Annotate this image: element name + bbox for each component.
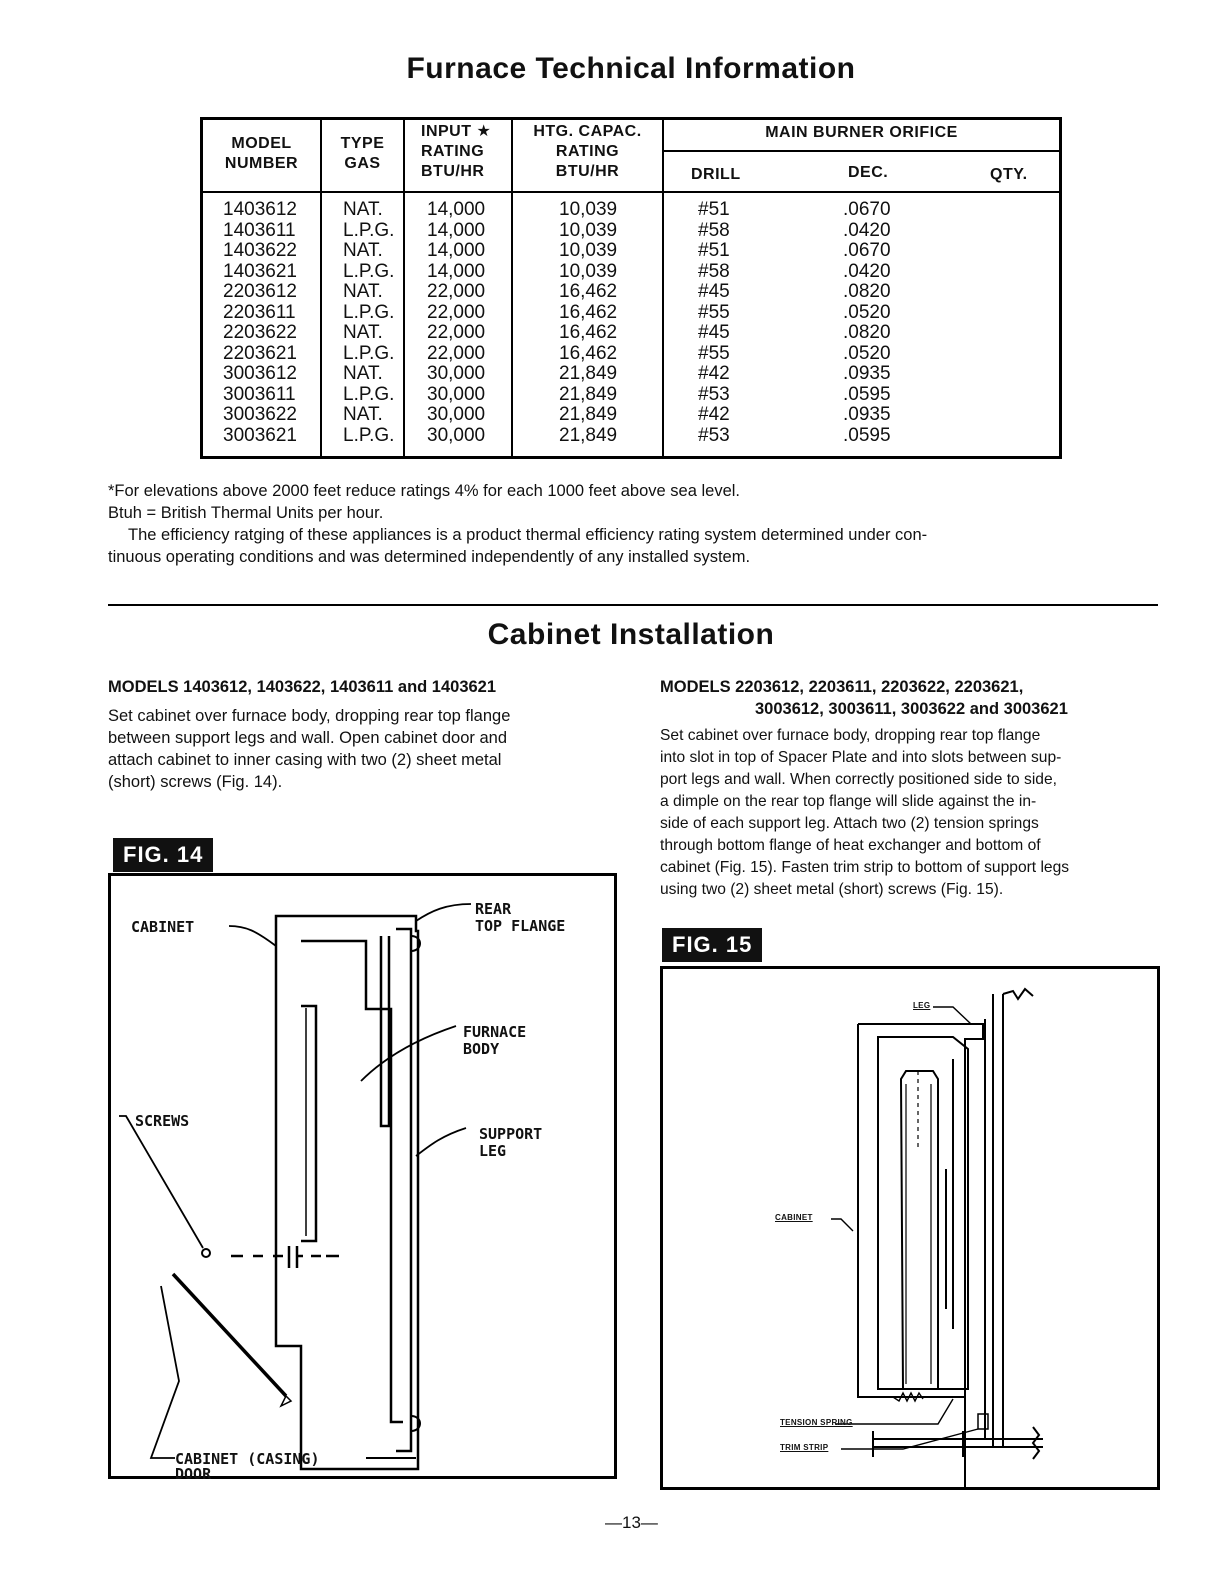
table-cell-type: L.P.G. bbox=[343, 219, 395, 241]
fig14-drawing bbox=[111, 876, 614, 1476]
fig15-label-leg: LEG bbox=[913, 1001, 931, 1010]
header-dec: DEC. bbox=[848, 164, 889, 181]
header-model-line1: MODEL bbox=[231, 135, 292, 152]
table-cell-htg: 10,039 bbox=[559, 199, 618, 220]
table-cell-drill: #53 bbox=[698, 383, 730, 405]
table-cell-model: 1403612 bbox=[223, 199, 297, 220]
table-cell-drill: #51 bbox=[698, 199, 730, 220]
header-qty: QTY. bbox=[990, 166, 1028, 183]
table-cell-htg: 21,849 bbox=[559, 424, 618, 446]
fig15-tag: FIG. 15 bbox=[662, 928, 762, 962]
table-cell-input: 30,000 bbox=[427, 424, 486, 446]
right-line-8: using two (2) sheet metal (short) screws (Fig. 15). bbox=[660, 881, 1004, 898]
header-type-line1: TYPE bbox=[340, 135, 385, 152]
table-cell-input: 22,000 bbox=[427, 281, 486, 302]
table-cell-type: NAT. bbox=[343, 322, 383, 343]
right-line-5: side of each support leg. Attach two (2) tension springs bbox=[660, 815, 1039, 832]
table-cell-dec: .0595 bbox=[843, 383, 891, 405]
header-htg-line1: HTG. CAPAC. bbox=[533, 123, 642, 140]
table-cell-type: L.P.G. bbox=[343, 260, 395, 282]
fig14-box bbox=[108, 873, 617, 1483]
right-models-heading-2: 3003612, 3003611, 3003622 and 3003621 bbox=[755, 700, 1068, 718]
table-cell-model: 2203621 bbox=[223, 342, 297, 364]
table-cell-htg: 21,849 bbox=[559, 363, 618, 384]
table-cell-dec: .0520 bbox=[843, 342, 891, 364]
note-btuh: Btuh = British Thermal Units per hour. bbox=[108, 504, 384, 522]
table-cell-drill: #45 bbox=[698, 322, 730, 343]
fig15-label-tension-spring: TENSION SPRING bbox=[780, 1418, 853, 1427]
table-cell-input: 22,000 bbox=[427, 342, 486, 364]
table-cell-htg: 16,462 bbox=[559, 342, 618, 364]
fig14-label-rear-2: TOP FLANGE bbox=[475, 917, 566, 935]
fig15-drawing bbox=[663, 969, 1157, 1487]
fig14-label-furnace-2: BODY bbox=[463, 1040, 500, 1058]
section-divider bbox=[108, 604, 1158, 606]
section-title: Cabinet Installation bbox=[487, 618, 775, 651]
header-htg-line2: RATING bbox=[555, 143, 620, 160]
right-line-2: into slot in top of Spacer Plate and into slots between sup- bbox=[660, 749, 1062, 766]
table-cell-model: 1403611 bbox=[223, 219, 296, 241]
table-cell-type: NAT. bbox=[343, 404, 383, 425]
right-line-6: through bottom flange of heat exchanger and bottom of bbox=[660, 837, 1041, 854]
fig14-label-furnace-1: FURNACE bbox=[463, 1023, 527, 1041]
right-line-7: cabinet (Fig. 15). Fasten trim strip to bottom of support legs bbox=[660, 859, 1070, 876]
fig14-label-rear-1: REAR bbox=[475, 900, 512, 918]
table-cell-input: 22,000 bbox=[427, 301, 486, 323]
table-cell-htg: 10,039 bbox=[559, 260, 618, 282]
header-input-line2: RATING bbox=[421, 143, 485, 160]
table-cell-htg: 21,849 bbox=[559, 383, 618, 405]
table-cell-drill: #51 bbox=[698, 240, 730, 261]
right-instructions bbox=[660, 725, 1158, 901]
fig14-label-cabinet: CABINET bbox=[131, 918, 195, 936]
fig14-label-door-2: DOOR bbox=[175, 1465, 212, 1483]
table-cell-drill: #42 bbox=[698, 404, 730, 425]
table-cell-model: 3003621 bbox=[223, 424, 297, 446]
table-cell-type: L.P.G. bbox=[343, 342, 395, 364]
left-line-4: (short) screws (Fig. 14). bbox=[108, 773, 283, 791]
table-cell-model: 2203622 bbox=[223, 322, 297, 343]
fig14-label-screws: SCREWS bbox=[135, 1112, 190, 1130]
table-cell-input: 14,000 bbox=[427, 260, 486, 282]
table-cell-model: 2203612 bbox=[223, 281, 297, 302]
table-cell-dec: .0820 bbox=[843, 322, 891, 343]
table-cell-dec: .0935 bbox=[843, 404, 891, 425]
table-cell-input: 22,000 bbox=[427, 322, 486, 343]
left-line-3: attach cabinet to inner casing with two (2) sheet metal bbox=[108, 751, 502, 769]
table-cell-model: 3003612 bbox=[223, 363, 297, 384]
table-cell-htg: 16,462 bbox=[559, 322, 618, 343]
table-cell-drill: #55 bbox=[698, 301, 730, 323]
note-efficiency-1: The efficiency ratging of these appliances is a product thermal efficiency rating system determined under con- bbox=[128, 526, 928, 544]
table-cell-type: NAT. bbox=[343, 281, 383, 302]
table-cell-type: L.P.G. bbox=[343, 301, 395, 323]
right-line-4: a dimple on the rear top flange will slide against the in- bbox=[660, 793, 1037, 810]
left-instructions bbox=[108, 705, 612, 793]
table-cell-type: NAT. bbox=[343, 199, 383, 220]
table-cell-input: 14,000 bbox=[427, 219, 486, 241]
table-cell-model: 3003622 bbox=[223, 404, 297, 425]
table-cell-dec: .0420 bbox=[843, 219, 891, 241]
table-cell-type: NAT. bbox=[343, 363, 383, 384]
right-line-1: Set cabinet over furnace body, dropping rear top flange bbox=[660, 727, 1041, 744]
header-htg-line3: BTU/HR bbox=[555, 163, 620, 180]
fig15-box bbox=[660, 966, 1160, 1490]
table-cell-drill: #58 bbox=[698, 219, 730, 241]
table-cell-dec: .0820 bbox=[843, 281, 891, 302]
table-cell-model: 1403622 bbox=[223, 240, 297, 261]
table-cell-dec: .0420 bbox=[843, 260, 891, 282]
table-cell-drill: #55 bbox=[698, 342, 730, 364]
table-cell-type: L.P.G. bbox=[343, 383, 395, 405]
header-model bbox=[203, 134, 320, 174]
table-cell-model: 1403621 bbox=[223, 260, 297, 282]
table-cell-drill: #53 bbox=[698, 424, 730, 446]
table-cell-input: 14,000 bbox=[427, 199, 486, 220]
page-number: —13— bbox=[605, 1513, 658, 1532]
page-title: Furnace Technical Information bbox=[406, 52, 856, 85]
table-cell-drill: #58 bbox=[698, 260, 730, 282]
fig14-tag: FIG. 14 bbox=[113, 838, 213, 872]
table-cell-dec: .0670 bbox=[843, 240, 891, 261]
left-line-1: Set cabinet over furnace body, dropping rear top flange bbox=[108, 707, 511, 725]
table-cell-dec: .0520 bbox=[843, 301, 891, 323]
header-model-line2: NUMBER bbox=[224, 155, 299, 172]
table-cell-htg: 10,039 bbox=[559, 240, 618, 261]
table-cell-htg: 10,039 bbox=[559, 219, 618, 241]
table-cell-drill: #42 bbox=[698, 363, 730, 384]
table-cell-htg: 16,462 bbox=[559, 301, 618, 323]
left-models-heading: MODELS 1403612, 1403622, 1403611 and 1403621 bbox=[108, 678, 497, 696]
table-cell-type: NAT. bbox=[343, 240, 383, 261]
table-cell-dec: .0670 bbox=[843, 199, 891, 220]
note-efficiency-2: tinuous operating conditions and was determined independently of any installed system. bbox=[108, 548, 751, 566]
table-cell-drill: #45 bbox=[698, 281, 730, 302]
table-cell-type: L.P.G. bbox=[343, 424, 395, 446]
table-cell-model: 3003611 bbox=[223, 383, 296, 405]
right-models-heading-1: MODELS 2203612, 2203611, 2203622, 2203621, bbox=[660, 678, 1024, 696]
header-drill: DRILL bbox=[691, 166, 741, 183]
fig15-label-trim-strip: TRIM STRIP bbox=[780, 1443, 829, 1452]
header-type-line2: GAS bbox=[344, 155, 381, 172]
table-cell-input: 30,000 bbox=[427, 383, 486, 405]
fig14-label-door-1: CABINET (CASING) bbox=[175, 1450, 320, 1468]
table-cell-dec: .0935 bbox=[843, 363, 891, 384]
table-cell-input: 30,000 bbox=[427, 363, 486, 384]
header-orifice: MAIN BURNER ORIFICE bbox=[765, 124, 958, 141]
header-input bbox=[405, 122, 511, 182]
technical-info-table bbox=[200, 117, 1062, 459]
header-input-line3: BTU/HR bbox=[421, 163, 485, 180]
table-cell-htg: 16,462 bbox=[559, 281, 618, 302]
left-line-2: between support legs and wall. Open cabinet door and bbox=[108, 729, 508, 747]
table-cell-input: 30,000 bbox=[427, 404, 486, 425]
fig14-label-support-2: LEG bbox=[479, 1142, 507, 1160]
header-type bbox=[322, 134, 403, 174]
table-cell-dec: .0595 bbox=[843, 424, 891, 446]
table-cell-htg: 21,849 bbox=[559, 404, 618, 425]
right-line-3: port legs and wall. When correctly positioned side to side, bbox=[660, 771, 1057, 788]
fig15-label-cabinet: CABINET bbox=[775, 1213, 813, 1222]
note-elevation: *For elevations above 2000 feet reduce ratings 4% for each 1000 feet above sea level. bbox=[108, 482, 740, 500]
fig14-label-support-1: SUPPORT bbox=[479, 1125, 543, 1143]
header-input-line1: INPUT ★ bbox=[421, 123, 492, 140]
header-htg bbox=[513, 122, 662, 182]
table-cell-model: 2203611 bbox=[223, 301, 296, 323]
table-cell-input: 14,000 bbox=[427, 240, 486, 261]
